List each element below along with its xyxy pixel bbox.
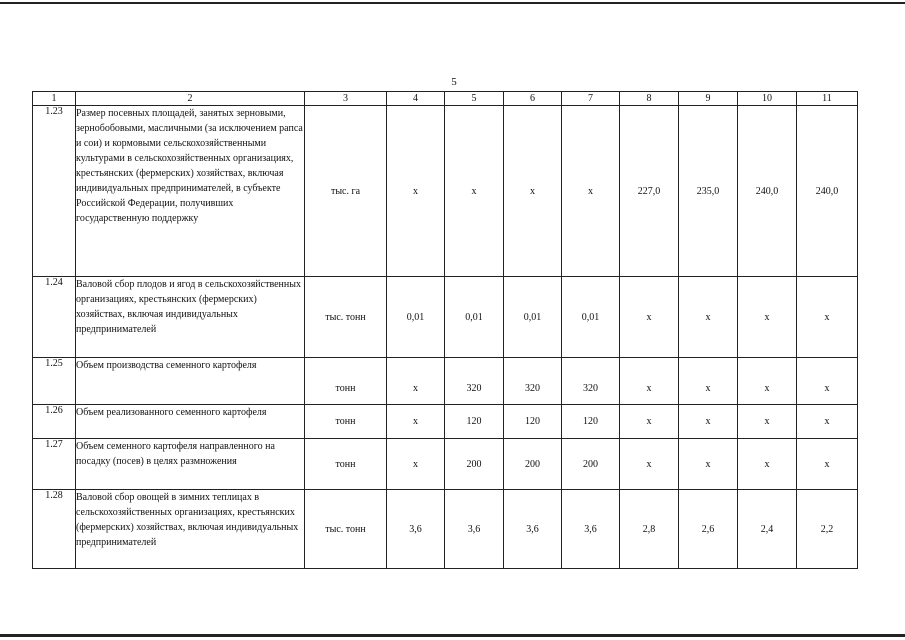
- table-row: [33, 405, 858, 439]
- row-value: х: [738, 439, 797, 490]
- row-value: 200: [504, 439, 562, 490]
- row-value: 2,4: [738, 490, 797, 569]
- row-value: 3,6: [504, 490, 562, 569]
- column-header: 10: [738, 92, 797, 106]
- column-header: 7: [562, 92, 620, 106]
- row-description: Валовой сбор овощей в зимних теплицах в сельскохозяйственных организациях, крестьянских (фермерских) хозяйствах, включая индивидуальных предпринимателей: [76, 490, 305, 569]
- table-row: [33, 358, 858, 405]
- row-number: 1.26: [33, 405, 76, 439]
- row-value: 200: [562, 439, 620, 490]
- column-header: 6: [504, 92, 562, 106]
- row-value: х: [620, 358, 679, 405]
- column-header: 2: [76, 92, 305, 106]
- page-number: 5: [451, 76, 457, 88]
- row-unit: тонн: [305, 439, 387, 490]
- row-value: х: [620, 439, 679, 490]
- row-value: 240,0: [738, 106, 797, 277]
- row-value: 2,8: [620, 490, 679, 569]
- row-number: 1.24: [33, 277, 76, 358]
- row-description: Размер посевных площадей, занятых зерновыми, зернобобовыми, масличными (за исключением рапса и сои) и кормовыми сельскохозяйственными культурами в сельскохозяйственных организациях, крестьянских (фермерских) хозяйствах, включая индивидуальных предпринимателей, в субъекте Российской Федерации, получивших государственную поддержку: [76, 106, 305, 277]
- row-unit: тыс. га: [305, 106, 387, 277]
- row-value: х: [445, 106, 504, 277]
- row-value: 0,01: [562, 277, 620, 358]
- table-row: [33, 106, 858, 277]
- indicators-table: [32, 91, 858, 569]
- row-value: 0,01: [504, 277, 562, 358]
- column-header: 8: [620, 92, 679, 106]
- row-value: х: [797, 439, 858, 490]
- row-value: 120: [504, 405, 562, 439]
- row-value: х: [679, 358, 738, 405]
- row-value: 0,01: [445, 277, 504, 358]
- row-value: 0,01: [387, 277, 445, 358]
- row-unit: тыс. тонн: [305, 490, 387, 569]
- bottom-border-line: [0, 634, 905, 637]
- row-value: х: [620, 277, 679, 358]
- row-value: 320: [445, 358, 504, 405]
- row-value: х: [679, 439, 738, 490]
- column-header: 1: [33, 92, 76, 106]
- row-value: 3,6: [445, 490, 504, 569]
- column-header: 4: [387, 92, 445, 106]
- row-value: 240,0: [797, 106, 858, 277]
- row-number: 1.27: [33, 439, 76, 490]
- row-value: х: [387, 405, 445, 439]
- row-value: х: [738, 277, 797, 358]
- column-header: 5: [445, 92, 504, 106]
- table-row: [33, 277, 858, 358]
- row-value: х: [797, 358, 858, 405]
- row-value: х: [562, 106, 620, 277]
- row-value: х: [679, 405, 738, 439]
- row-description: Объем реализованного семенного картофеля: [76, 405, 305, 439]
- row-value: 120: [562, 405, 620, 439]
- top-border-line: [0, 2, 905, 4]
- row-value: 235,0: [679, 106, 738, 277]
- row-value: 320: [504, 358, 562, 405]
- row-value: х: [738, 358, 797, 405]
- row-unit: тыс. тонн: [305, 277, 387, 358]
- column-number-row: [33, 92, 858, 106]
- row-description: Объем производства семенного картофеля: [76, 358, 305, 405]
- row-unit: тонн: [305, 405, 387, 439]
- row-value: х: [504, 106, 562, 277]
- row-description: Объем семенного картофеля направленного на посадку (посев) в целях размножения: [76, 439, 305, 490]
- row-value: 320: [562, 358, 620, 405]
- column-header: 3: [305, 92, 387, 106]
- row-description: Валовой сбор плодов и ягод в сельскохозяйственных организациях, крестьянских (фермерских) хозяйствах, включая индивидуальных предпринимателей: [76, 277, 305, 358]
- row-value: х: [797, 405, 858, 439]
- row-value: х: [387, 358, 445, 405]
- row-number: 1.23: [33, 106, 76, 277]
- table-row: [33, 439, 858, 490]
- row-value: 2,6: [679, 490, 738, 569]
- column-header: 11: [797, 92, 858, 106]
- row-value: 2,2: [797, 490, 858, 569]
- row-value: х: [387, 439, 445, 490]
- row-value: 3,6: [562, 490, 620, 569]
- row-value: х: [738, 405, 797, 439]
- row-value: х: [620, 405, 679, 439]
- column-header: 9: [679, 92, 738, 106]
- row-value: 120: [445, 405, 504, 439]
- row-value: 3,6: [387, 490, 445, 569]
- row-value: 227,0: [620, 106, 679, 277]
- row-value: х: [797, 277, 858, 358]
- row-number: 1.28: [33, 490, 76, 569]
- row-value: х: [679, 277, 738, 358]
- row-value: 200: [445, 439, 504, 490]
- table-row: [33, 490, 858, 569]
- row-number: 1.25: [33, 358, 76, 405]
- row-unit: тонн: [305, 358, 387, 405]
- row-value: х: [387, 106, 445, 277]
